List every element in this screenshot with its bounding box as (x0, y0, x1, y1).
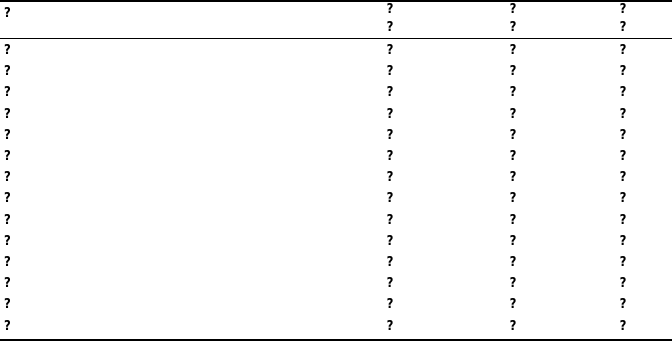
row-value-col-3: ? (619, 276, 627, 291)
row-label: ? (4, 276, 11, 291)
row-label: ? (4, 255, 11, 270)
row-label: ? (4, 149, 11, 164)
row-value-col-1: ? (386, 234, 394, 249)
row-label: ? (4, 191, 11, 206)
row-value-col-3: ? (619, 43, 627, 58)
row-value-col-1: ? (386, 128, 394, 143)
column-header-3-line-1: ? (619, 2, 627, 17)
row-value-col-2: ? (509, 255, 517, 270)
column-header-1-line-1: ? (386, 2, 394, 17)
row-value-col-3: ? (619, 297, 627, 312)
row-value-col-2: ? (509, 234, 517, 249)
row-value-col-2: ? (509, 319, 517, 334)
row-value-col-2: ? (509, 85, 517, 100)
row-value-col-3: ? (619, 170, 627, 185)
row-value-col-3: ? (619, 191, 627, 206)
row-label: ? (4, 43, 11, 58)
row-value-col-2: ? (509, 128, 517, 143)
row-value-col-2: ? (509, 107, 517, 122)
row-label: ? (4, 128, 11, 143)
row-value-col-2: ? (509, 276, 517, 291)
column-header-1-line-2: ? (386, 20, 394, 35)
row-value-col-2: ? (509, 213, 517, 228)
row-value-col-1: ? (386, 43, 394, 58)
row-value-col-1: ? (386, 213, 394, 228)
row-value-col-1: ? (386, 297, 394, 312)
row-label: ? (4, 234, 11, 249)
row-label: ? (4, 213, 11, 228)
column-header-3-line-2: ? (619, 20, 627, 35)
row-value-col-1: ? (386, 191, 394, 206)
row-value-col-2: ? (509, 170, 517, 185)
row-value-col-2: ? (509, 64, 517, 79)
row-value-col-1: ? (386, 170, 394, 185)
row-value-col-3: ? (619, 149, 627, 164)
row-label: ? (4, 85, 11, 100)
row-value-col-3: ? (619, 128, 627, 143)
row-value-col-1: ? (386, 107, 394, 122)
row-value-col-3: ? (619, 255, 627, 270)
row-value-col-1: ? (386, 149, 394, 164)
row-value-col-1: ? (386, 64, 394, 79)
row-label: ? (4, 170, 11, 185)
row-value-col-1: ? (386, 319, 394, 334)
row-value-col-3: ? (619, 107, 627, 122)
row-value-col-3: ? (619, 234, 627, 249)
row-value-col-1: ? (386, 276, 394, 291)
row-value-col-2: ? (509, 191, 517, 206)
row-value-col-1: ? (386, 255, 394, 270)
row-value-col-2: ? (509, 297, 517, 312)
table-title-cell: ? (4, 6, 11, 21)
row-label: ? (4, 319, 11, 334)
row-value-col-3: ? (619, 64, 627, 79)
column-header-2-line-1: ? (509, 2, 517, 17)
row-value-col-2: ? (509, 149, 517, 164)
column-header-2-line-2: ? (509, 20, 517, 35)
row-value-col-3: ? (619, 85, 627, 100)
row-value-col-2: ? (509, 43, 517, 58)
row-value-col-1: ? (386, 85, 394, 100)
header-rule (0, 38, 672, 39)
row-label: ? (4, 297, 11, 312)
row-value-col-3: ? (619, 319, 627, 334)
row-label: ? (4, 107, 11, 122)
row-label: ? (4, 64, 11, 79)
row-value-col-3: ? (619, 213, 627, 228)
